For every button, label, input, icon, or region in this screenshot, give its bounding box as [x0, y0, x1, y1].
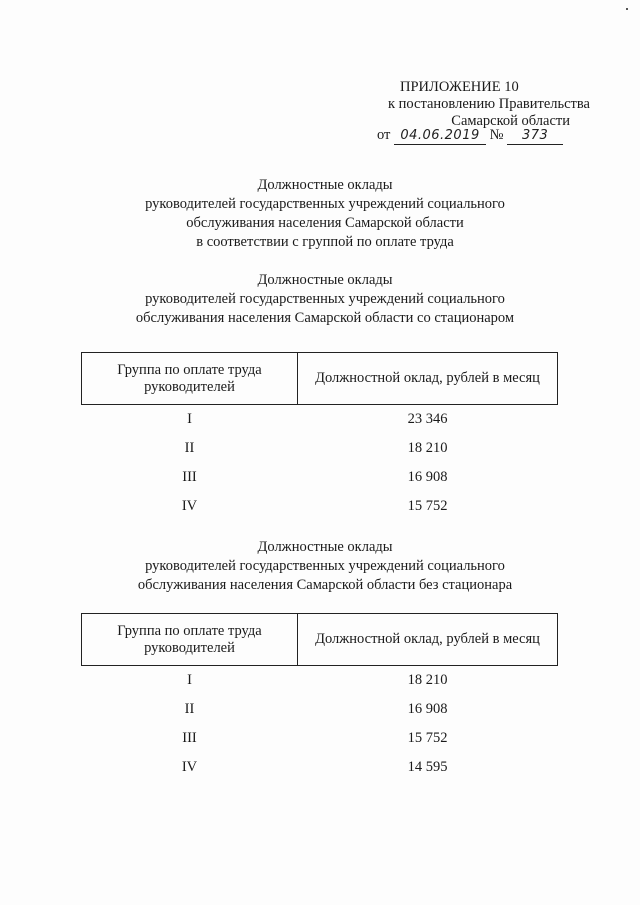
- annex-reference: [340, 96, 590, 130]
- salary-cell: 15 752: [407, 730, 448, 746]
- main-title-line4: в соответствии с группой по оплате труда: [196, 234, 454, 250]
- annex-title-block: [340, 79, 590, 96]
- table-row: [82, 753, 558, 782]
- group-cell: II: [184, 440, 195, 456]
- section-title-inpatient: [80, 271, 570, 328]
- group-cell: II: [184, 701, 195, 717]
- salary-cell: 14 595: [407, 759, 448, 775]
- group-cell: I: [187, 672, 192, 688]
- number-label: №: [489, 127, 504, 143]
- group-cell: IV: [181, 759, 198, 775]
- main-title: [80, 176, 570, 252]
- header-group: Группа по оплате труда руководителей: [82, 353, 298, 405]
- table-row: [82, 492, 558, 521]
- salary-cell: 16 908: [407, 701, 448, 717]
- annex-reference-line1: к постановлению Правительства: [388, 96, 590, 112]
- from-label: от: [377, 127, 391, 143]
- table-row: [82, 463, 558, 492]
- section-title-outpatient-line2: руководителей государственных учреждений социального: [145, 558, 505, 574]
- section-title-outpatient-line1: Должностные оклады: [257, 539, 393, 555]
- table-header-row: [82, 353, 558, 405]
- handwritten-number: 373: [507, 128, 563, 145]
- section-title-inpatient-line3: обслуживания населения Самарской области со стационаром: [135, 310, 515, 326]
- table-header-row: [82, 614, 558, 666]
- salary-cell: 15 752: [407, 498, 448, 514]
- handwritten-date: 04.06.2019: [394, 128, 486, 145]
- main-title-line1: Должностные оклады: [257, 177, 393, 193]
- salary-cell: 18 210: [407, 440, 448, 456]
- annex-title: ПРИЛОЖЕНИЕ 10: [400, 79, 519, 95]
- salary-cell: 18 210: [407, 672, 448, 688]
- group-cell: I: [187, 411, 192, 427]
- section-title-outpatient: [80, 538, 570, 595]
- table-row: [82, 434, 558, 463]
- main-title-line3: обслуживания населения Самарской области: [186, 215, 464, 231]
- annex-reference-line2: Самарской области: [451, 113, 570, 129]
- salary-table-outpatient: [81, 613, 558, 782]
- table-row: [82, 695, 558, 724]
- group-cell: III: [182, 469, 197, 485]
- group-cell: III: [182, 730, 197, 746]
- table-row: [82, 666, 558, 696]
- header-group: Группа по оплате труда руководителей: [82, 614, 298, 666]
- section-title-inpatient-line2: руководителей государственных учреждений социального: [145, 291, 505, 307]
- section-title-inpatient-line1: Должностные оклады: [257, 272, 393, 288]
- scan-speck: [626, 8, 628, 10]
- salary-cell: 16 908: [407, 469, 448, 485]
- salary-table-inpatient: [81, 352, 558, 521]
- header-salary: Должностной оклад, рублей в месяц: [298, 614, 558, 666]
- section-title-outpatient-line3: обслуживания населения Самарской области без стационара: [137, 577, 513, 593]
- group-cell: IV: [181, 498, 198, 514]
- header-salary: Должностной оклад, рублей в месяц: [298, 353, 558, 405]
- table-row: [82, 405, 558, 435]
- salary-cell: 23 346: [407, 411, 448, 427]
- annex-signature-row: [377, 127, 563, 145]
- main-title-line2: руководителей государственных учреждений социального: [145, 196, 505, 212]
- table-row: [82, 724, 558, 753]
